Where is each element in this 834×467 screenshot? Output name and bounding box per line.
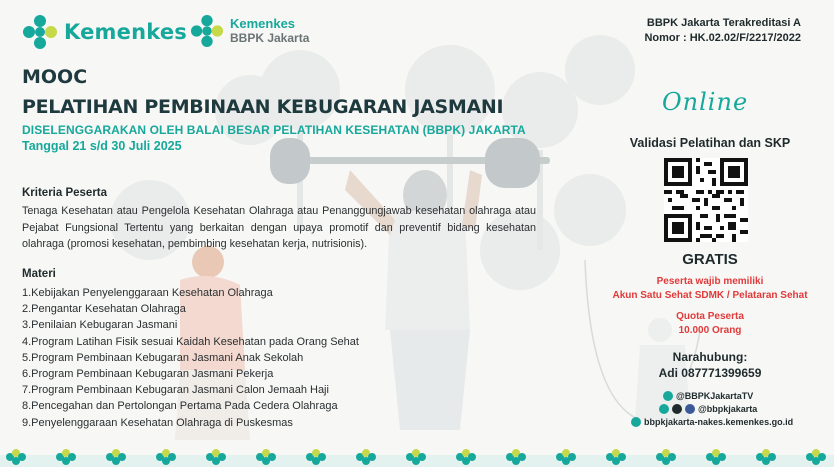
bbpk-logo-line1: Kemenkes	[230, 16, 296, 31]
accreditation-line2: Nomor : HK.02.02/F/2217/2022	[644, 32, 801, 44]
event-date: Tanggal 21 s/d 30 Juli 2025	[22, 139, 182, 153]
accreditation-line1: BBPK Jakarta Terakreditasi A	[646, 17, 801, 29]
requirement-text	[580, 275, 834, 303]
list-item: 2.Pengantar Kesehatan Olahraga	[22, 303, 186, 316]
materials-list	[22, 285, 359, 431]
mooc-label: MOOC	[22, 66, 88, 88]
website-link[interactable]	[631, 417, 793, 427]
online-label: Online	[662, 88, 749, 116]
youtube-handle: @BBPKJakartaTV	[676, 391, 754, 401]
list-item: 8.Pencegahan dan Pertolongan Pertama Pada Cedera Olahraga	[22, 400, 338, 413]
kemenkes-logo-icon	[190, 14, 224, 48]
kemenkes-wordmark: Kemenkes	[64, 20, 187, 44]
materials-heading: Materi	[22, 268, 56, 280]
kemenkes-logo	[22, 14, 187, 50]
validation-heading: Validasi Pelatihan dan SKP	[629, 136, 791, 150]
bbpk-logo-line2: BBPK Jakarta	[230, 31, 310, 45]
quota-value: 10.000 Orang	[678, 325, 742, 336]
quota-label: Quota Peserta	[676, 311, 744, 322]
list-item: 4.Program Latihan Fisik sesuai Kaidah Kesehatan pada Orang Sehat	[22, 335, 359, 348]
x-icon	[672, 404, 682, 414]
list-item: 3.Penilaian Kebugaran Jasmani	[22, 319, 178, 332]
globe-icon	[631, 417, 641, 427]
list-item: 5.Program Pembinaan Kebugaran Jasmani Anak Sekolah	[22, 351, 304, 364]
criteria-body: Tenaga Kesehatan atau Pengelola Kesehatan Olahraga atau Penanggungjawab kesehatan olahraga atau Pejabat Fungsional Tertentu yang berkaitan dengan upaya promotif dan preventif bidang kesehatan olahraga (promosi kesehatan, pembimbing kesehatan kerja, nutrisionis).	[22, 205, 536, 250]
list-item: 7.Program Pembinaan Kebugaran Jasmani Calon Jemaah Haji	[22, 384, 329, 397]
youtube-link[interactable]	[663, 391, 753, 401]
kemenkes-logo-icon	[22, 14, 58, 50]
bbpk-logo	[190, 14, 309, 48]
qr-code-icon[interactable]	[664, 158, 748, 242]
website-url: bbpkjakarta-nakes.kemenkes.go.id	[644, 417, 794, 427]
facebook-icon	[685, 404, 695, 414]
contact-info	[610, 349, 810, 381]
youtube-icon	[663, 391, 673, 401]
contact-label: Narahubung:	[672, 350, 748, 364]
organizer-text: DISELENGGARAKAN OLEH BALAI BESAR PELATIHAN KESEHATAN (BBPK) JAKARTA	[22, 123, 526, 137]
criteria-heading: Kriteria Peserta	[22, 187, 108, 199]
instagram-icon	[659, 404, 669, 414]
page-title: PELATIHAN PEMBINAAN KEBUGARAN JASMANI	[22, 96, 504, 118]
list-item: 9.Penyelenggaraan Kesehatan Olahraga di Puskesmas	[22, 416, 293, 429]
social-handles-link[interactable]	[659, 404, 757, 414]
social-handle: @bbpkjakarta	[698, 404, 758, 414]
accreditation-info	[644, 16, 801, 46]
requirement-line1: Peserta wajib memiliki	[656, 276, 764, 287]
contact-value: Adi 087771399659	[658, 366, 762, 380]
list-item: 6.Program Pembinaan Kebugaran Jasmani Pekerja	[22, 368, 274, 381]
quota-info	[610, 310, 810, 338]
list-item: 1.Kebijakan Penyelenggaraan Kesehatan Olahraga	[22, 287, 273, 299]
free-label: GRATIS	[682, 251, 738, 268]
requirement-line2: Akun Satu Sehat SDMK / Pelataran Sehat	[612, 290, 808, 301]
decorative-logo-row	[0, 443, 834, 467]
